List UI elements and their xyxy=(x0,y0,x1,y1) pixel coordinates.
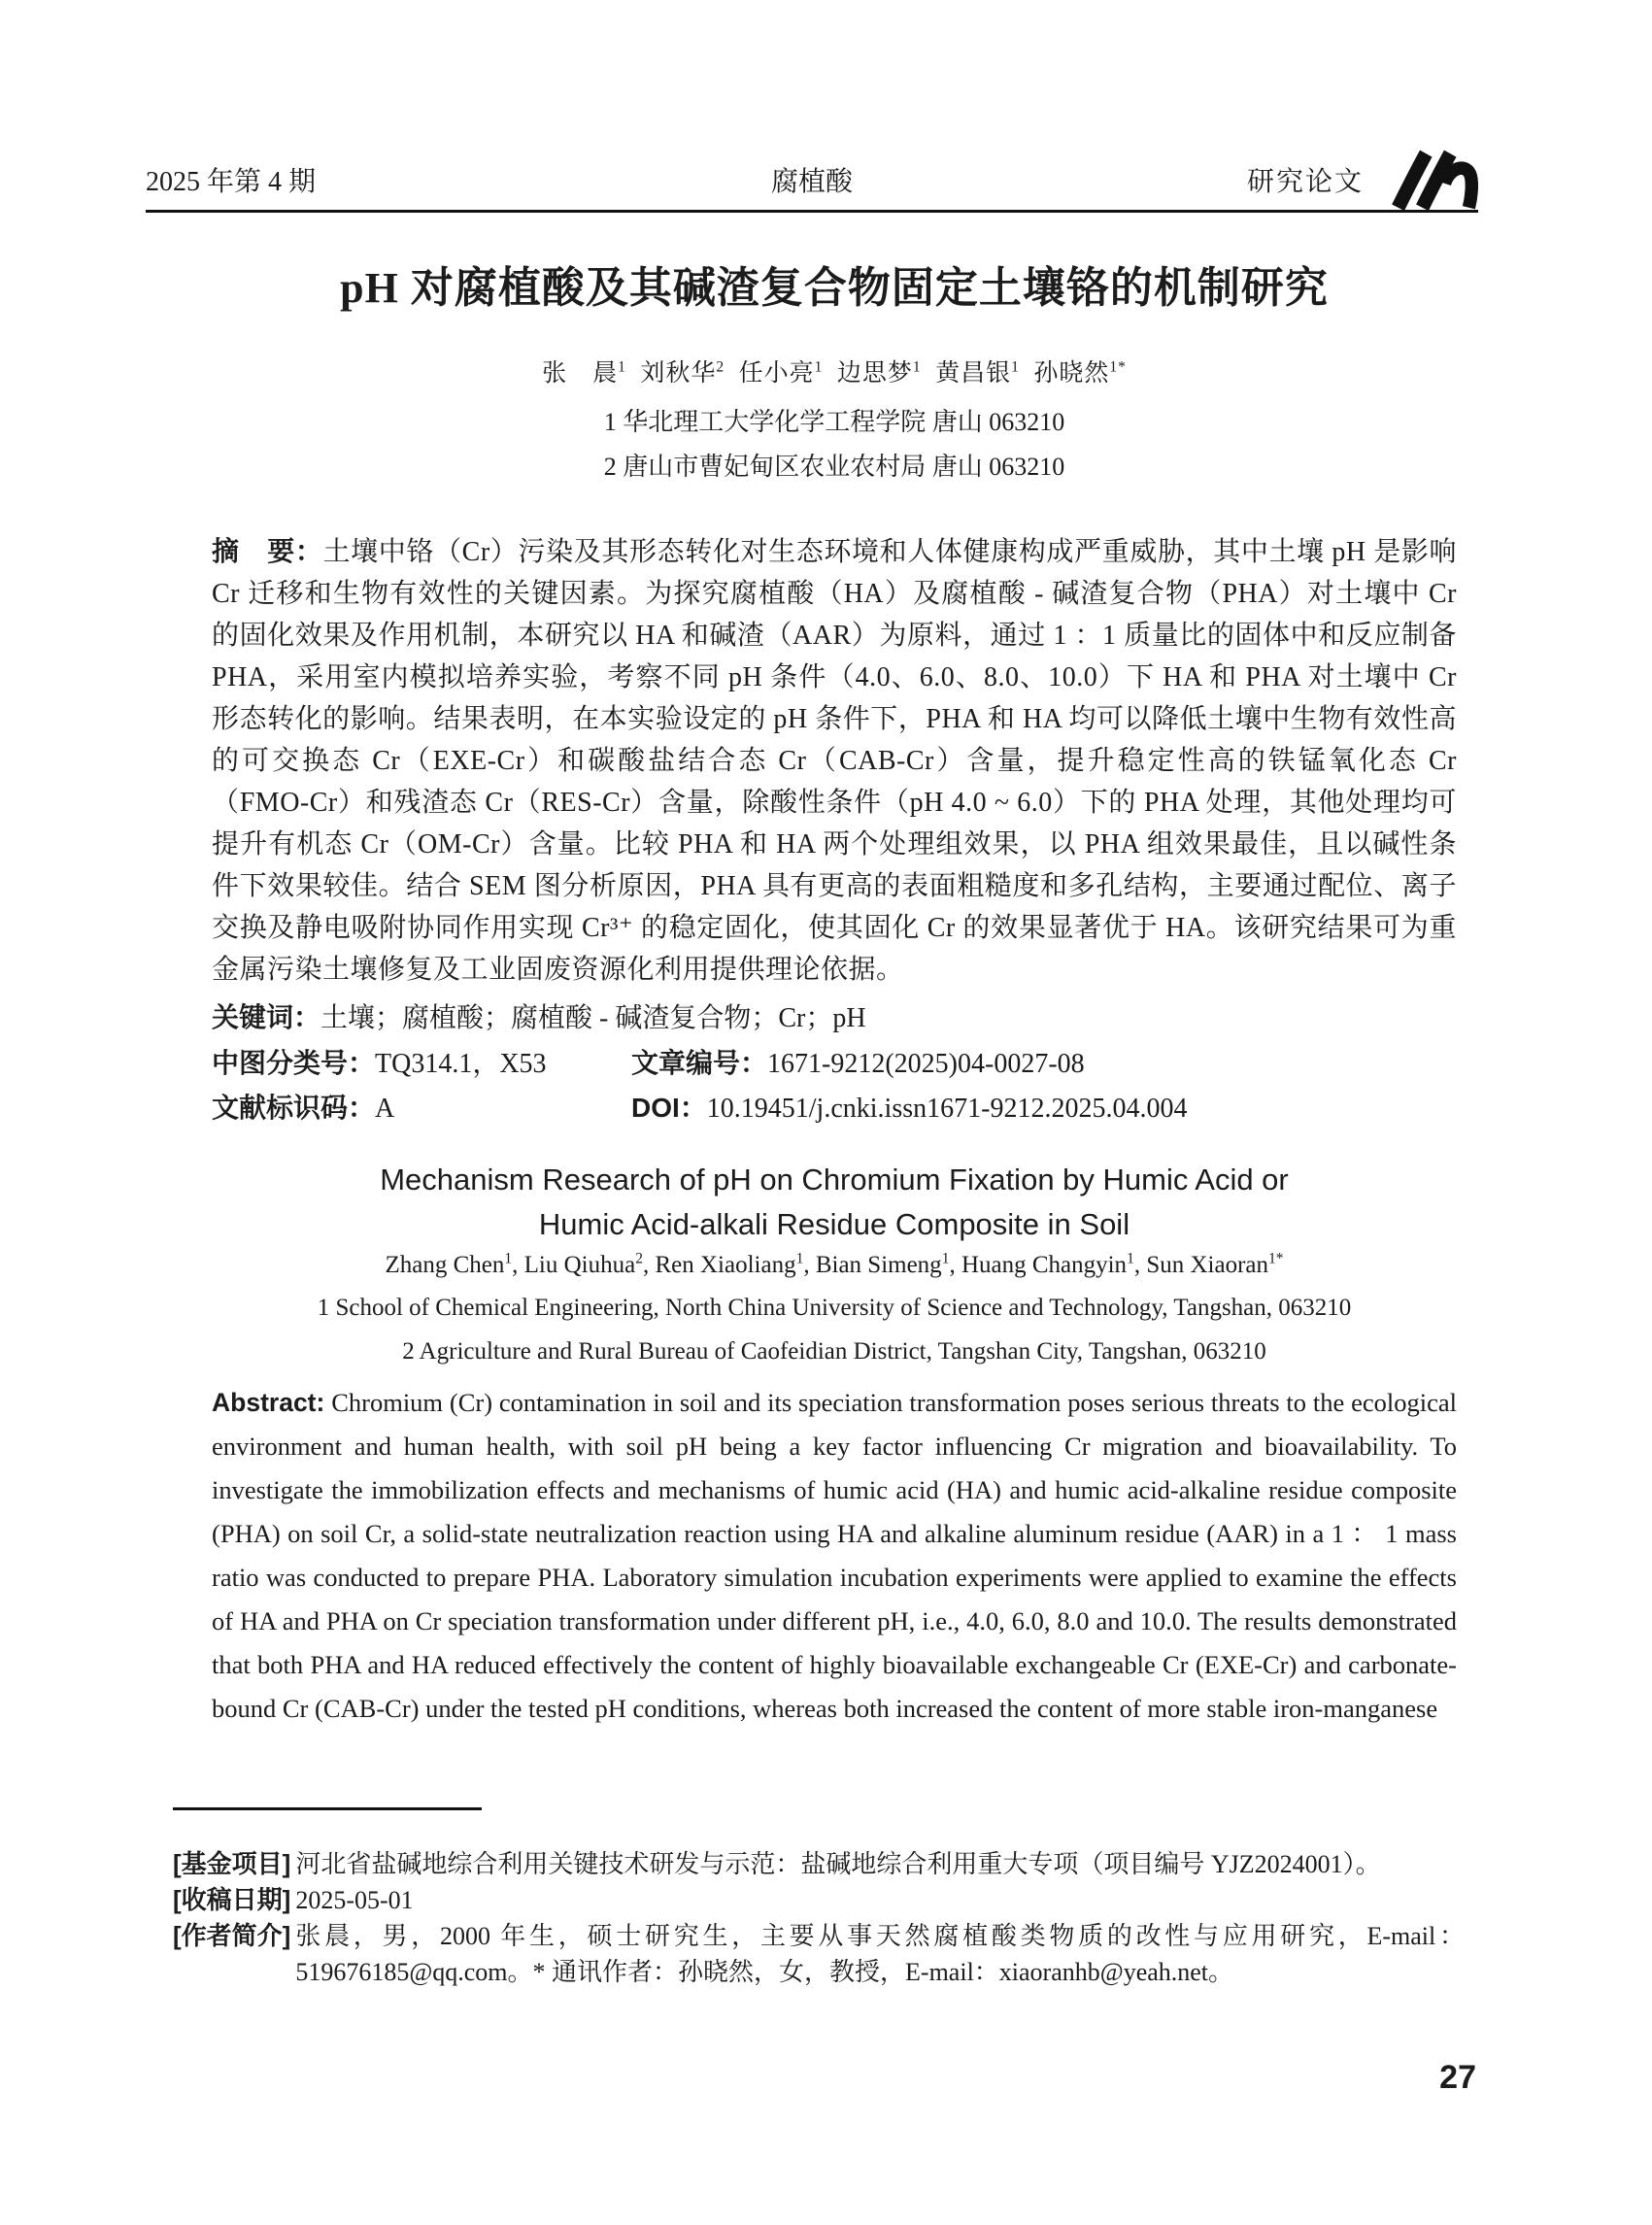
author-superscript: 1 xyxy=(1011,358,1020,376)
author-en xyxy=(1146,1252,1283,1278)
doc-code-label: 文献标识码： xyxy=(212,1093,376,1123)
article-title-en xyxy=(212,1158,1457,1247)
author-separator: , xyxy=(1133,1252,1147,1278)
author-superscript: 1 xyxy=(814,358,824,376)
affiliations-en xyxy=(212,1286,1457,1373)
author-name: 边思梦 xyxy=(836,360,913,387)
abstract-en xyxy=(212,1381,1457,1731)
author-superscript: 1* xyxy=(1267,1250,1284,1267)
article-title-zh: pH 对腐植酸及其碱渣复合物固定土壤铬的机制研究 xyxy=(340,264,1329,312)
clc-value: TQ314.1，X53 xyxy=(375,1049,547,1079)
footnotes xyxy=(173,1846,1465,1990)
meta-row-2 xyxy=(212,1086,1457,1130)
doc-code-field xyxy=(212,1086,631,1130)
doc-code-value: A xyxy=(375,1094,395,1124)
author-superscript: 1 xyxy=(618,358,626,376)
author-separator xyxy=(725,360,731,387)
author-en xyxy=(524,1252,656,1278)
author-name: 刘秋华 xyxy=(640,360,717,387)
author-en xyxy=(961,1252,1146,1278)
doi-field xyxy=(631,1086,1457,1130)
footnote-label: [作者简介] xyxy=(173,1921,291,1950)
footnote-text: 2025-05-01 xyxy=(295,1886,414,1914)
doi-value: 10.19451/j.cnki.issn1671-9212.2025.04.004 xyxy=(706,1094,1188,1124)
author-zh xyxy=(1033,360,1127,387)
doi-label: DOI： xyxy=(631,1093,707,1123)
footnote-text: 河北省盐碱地综合利用关键技术研发与示范：盐碱地综合利用重大专项（项目编号 YJZ2024001）。 xyxy=(295,1850,1381,1878)
author-separator xyxy=(1020,360,1027,387)
keywords-text: 土壤；腐植酸；腐植酸 - 碱渣复合物；Cr；pH xyxy=(320,1003,866,1033)
abstract-en-label: Abstract: xyxy=(212,1388,325,1417)
clc-label: 中图分类号： xyxy=(212,1048,376,1078)
author-superscript: 1 xyxy=(795,1250,804,1267)
author-zh xyxy=(640,360,731,387)
author-name: Bian Simeng xyxy=(815,1252,942,1278)
title-en-line2: Humic Acid-alkali Residue Composite in Soil xyxy=(538,1207,1130,1241)
author-name: 黄昌银 xyxy=(935,360,1012,387)
clc-field xyxy=(212,1041,631,1086)
author-name: Ren Xiaoliang xyxy=(655,1252,796,1278)
author-separator xyxy=(922,360,928,387)
authors-en xyxy=(212,1247,1457,1284)
author-zh xyxy=(837,360,928,387)
keywords-label: 关键词： xyxy=(212,1002,321,1032)
footnote-label: [基金项目] xyxy=(173,1849,291,1878)
author-name: Liu Qiuhua xyxy=(523,1252,636,1278)
affiliation-zh-1: 1 华北理工大学化学工程学院 唐山 063210 xyxy=(603,408,1065,436)
article-id-field xyxy=(631,1041,1457,1086)
author-superscript: 1 xyxy=(504,1250,513,1267)
meta-row-1 xyxy=(212,1041,1457,1086)
article-id-value: 1671-9212(2025)04-0027-08 xyxy=(767,1049,1085,1079)
author-name: Huang Changyin xyxy=(961,1252,1128,1278)
footnote-text: 张晨，男，2000 年生，硕士研究生，主要从事天然腐植酸类物质的改性与应用研究，E-mail：519676185@qq.com。* 通讯作者：孙晓然，女，教授，E-mail：xiaoranhb@yeah.net。 xyxy=(295,1922,1465,1986)
abstract-zh-text: 土壤中铬（Cr）污染及其形态转化对生态环境和人体健康构成严重威胁，其中土壤 pH 是影响 Cr 迁移和生物有效性的关键因素。为探究腐植酸（HA）及腐植酸 - 碱渣复合物（PHA）对土壤中 Cr 的固化效果及作用机制，本研究以 HA 和碱渣（AAR）为原料，通过 1 ：1 质量比的固体中和反应制备 PHA，采用室内模拟培养实验，考察不同 pH 条件（4.0、6.0、8.0、10.0）下 HA 和 PHA 对土壤中 Cr 形态转化的影响。结果表明，在本实验设定的 pH 条件下，PHA 和 HA 均可以降低土壤中生物有效性高的可交换态 Cr（EXE-Cr）和碳酸盐结合态 Cr（CAB-Cr）含量，提升稳定性高的铁锰氧化态 Cr（FMO-Cr）和残渣态 Cr（RES-Cr）含量，除酸性条件（pH 4.0 ~ 6.0）下的 PHA 处理，其他处理均可提升有机态 Cr（OM-Cr）含量。比较 PHA 和 HA 两个处理组效果，以 PHA 组效果最佳，且以碱性条件下效果较佳。结合 SEM 图分析原因，PHA 具有更高的表面粗糙度和多孔结构，主要通过配位、离子交换及静电吸附协同作用实现 Cr³⁺ 的稳定固化，使其固化 Cr 的效果显著优于 HA。该研究结果可为重金属污染土壤修复及工业固废资源化利用提供理论依据。 xyxy=(212,537,1457,985)
author-superscript: 1 xyxy=(941,1250,950,1267)
author-name: 任小亮 xyxy=(738,360,815,387)
issue-label: 2025 年第 4 期 xyxy=(146,167,317,197)
journal-logo-icon xyxy=(1389,149,1478,211)
section-label: 研究论文 xyxy=(1246,167,1364,197)
author-separator: , xyxy=(803,1252,816,1278)
article-meta xyxy=(212,1041,1457,1130)
keywords-row xyxy=(212,996,1457,1039)
abstract-zh-label: 摘 要： xyxy=(212,536,323,566)
journal-name: 腐植酸 xyxy=(770,167,853,197)
author-zh xyxy=(542,360,633,387)
affiliation-zh-2: 2 唐山市曹妃甸区农业农村局 唐山 063210 xyxy=(603,453,1065,481)
author-en xyxy=(386,1252,524,1278)
page-header xyxy=(146,158,1478,203)
footnote-row xyxy=(173,1846,1465,1882)
author-separator: , xyxy=(642,1252,656,1278)
footnote-row xyxy=(173,1918,1465,1990)
abstract-zh xyxy=(212,530,1457,991)
author-separator: , xyxy=(512,1252,524,1278)
author-name: 张 晨 xyxy=(542,360,619,387)
author-separator: , xyxy=(949,1252,961,1278)
header-rule xyxy=(146,210,1478,213)
author-separator xyxy=(823,360,829,387)
page-number: 27 xyxy=(1439,2059,1476,2096)
author-zh xyxy=(739,360,830,387)
authors-zh xyxy=(212,357,1457,390)
affiliation-en-2: 2 Agriculture and Rural Bureau of Caofeidian District, Tangshan City, Tangshan, 063210 xyxy=(402,1338,1266,1365)
footnote-row xyxy=(173,1882,1465,1918)
author-en xyxy=(816,1252,961,1278)
author-superscript: 1* xyxy=(1109,358,1127,376)
author-en xyxy=(655,1252,815,1278)
footnote-separator xyxy=(173,1807,482,1810)
author-zh xyxy=(935,360,1027,387)
author-superscript: 2 xyxy=(716,358,725,376)
author-superscript: 1 xyxy=(912,358,922,376)
author-name: Sun Xiaoran xyxy=(1146,1252,1268,1278)
article-id-label: 文章编号： xyxy=(631,1048,768,1078)
affiliation-en-1: 1 School of Chemical Engineering, North China University of Science and Technology, Tangshan, 063210 xyxy=(317,1295,1352,1321)
abstract-en-text: Chromium (Cr) contamination in soil and its speciation transformation poses serious threats to the ecological environment and human health, with soil pH being a key factor influencing Cr migration and bioavailability. To investigate the immobilization effects and mechanisms of humic acid (HA) and humic acid-alkaline residue composite (PHA) on soil Cr, a solid-state neutralization reaction using HA and alkaline aluminum residue (AAR) in a 1 ： 1 mass ratio was conducted to prepare PHA. Laboratory simulation incubation experiments were applied to examine the effects of HA and PHA on Cr speciation transformation under different pH, i.e., 4.0, 6.0, 8.0 and 10.0. The results demonstrated that both PHA and HA reduced effectively the content of highly bioavailable exchangeable Cr (EXE-Cr) and carbonate-bound Cr (CAB-Cr) under the tested pH conditions, whereas both increased the content of more stable iron-manganese xyxy=(212,1388,1457,1723)
affiliations-zh xyxy=(212,400,1457,489)
author-name: 孙晓然 xyxy=(1033,360,1110,387)
author-separator xyxy=(626,360,633,387)
author-superscript: 2 xyxy=(635,1250,643,1267)
author-superscript: 1 xyxy=(1127,1250,1134,1267)
footnote-label: [收稿日期] xyxy=(173,1885,291,1914)
title-en-line1: Mechanism Research of pH on Chromium Fixation by Humic Acid or xyxy=(380,1163,1289,1197)
author-name: Zhang Chen xyxy=(385,1252,505,1278)
